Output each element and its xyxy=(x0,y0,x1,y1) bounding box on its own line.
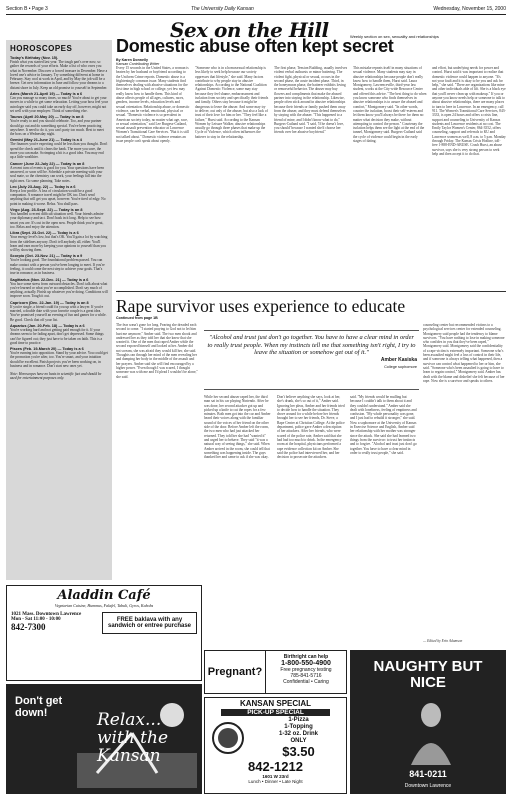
sign-heading: Sagittarius (Nov. 22-Dec. 21) — Today is a 6 xyxy=(10,277,89,282)
sign-heading: Scorpio (Oct. 23-Nov. 21) — Today is a 9 xyxy=(10,254,83,259)
pizza-item-1: 1-Pizza xyxy=(288,717,309,723)
naughty-cta: Downtown Lawrence xyxy=(404,783,452,789)
sign-text: You're ready to and you should celebrate. Too, and your partner should go out and do something special. You've been practicing anywhere. It need to do it, you can't party too much. Best to meet the boss on a Wednesday night. xyxy=(10,119,104,137)
pizza-shuttle-icon xyxy=(208,721,248,755)
pregnant-title: Pregnant? xyxy=(207,666,263,678)
sign-text: Can you manage so many times, so much? You're about to get your moves in a while to get some relaxation. Letting your boss feel your astrologer said you could take an early day off, however, might not set well with your employer. Think of something else. xyxy=(10,96,108,113)
horoscope-title: HOROSCOPES xyxy=(10,44,73,53)
rape-col-5: counseling center but recommended victims to a psychological services center for extended counseling. Montgomery said people had the tendency to blame survivors. "You have nothing to lose in making someone who confides in you that they've been raped," Montgomery said. Montgomery said the confidentiality of a rape victim is extremely important. Someone who's been assaulted might feel a loss of control in their life, and if someone is always telling what happened, then a survivor can control what happened to her or him, she said. "Someone who's been assaulted is going to have to learn to regain control," Montgomery said. Amber has dealt with the blame and disbelief she felt because of her rape. Now she is a survivor and speaks to others. xyxy=(423,323,505,383)
rape-col-4: said. "My friends would be mulling but because I couldn't talk to them about it and they couldn't understand." Amber said she dealt with loneliness, feeling of emptiness and confusion. "My whole personality was gone, and I just had to rebuild it stronger," she said. Now a sophomore at the University of Kansas in Exercise Science and English, Amber said her relationship with her mother was stronger since the attack. She said she had learned two things from the survivor: to trust her instincts and to forgive. "Alcohol and trust just don't go together. You have to have a clear mind in order to really trust people," she said. xyxy=(350,395,417,455)
birthday-text: Finish what you started last year. The tough part's over now, so gather the rewards of your efforts. Make a list of who owes you what in November. Discover a forced treasure in December. Have a loved one's advice in January. Try something different at home in February. Stay cool at work in April, and by May the job will be a breeze. Get new information in June and follow your dreams to a distant shore in July. Keep an old promise to yourself in September. xyxy=(10,60,108,90)
pull-quote-text: "Alcohol and trust just don't go together. You have to have a clear mind in order to really trust people. When my instincts tell me that something isn't right, I try to leave the situation or somehow get out of it." xyxy=(207,334,416,357)
pizza-only: ONLY xyxy=(290,738,307,744)
rape-col-2: While her second abuser raped her, the third man sat in his car playing Nintendo. After he was done, her second attacker got up and picked up a knife to cut the ropes for a few minutes. Both men got into the car and Amber heard their voices along with the familiar sound of the voices of her friend on the other side of the door. Before Amber left the room, the two men who had just attacked her returned. They told her she had "wanted it" and urged her to behave. They said "it was a natural way of seeing things," she said. When Amber arrived in the room, she could tell that something was happening inside. The guys thanked her and came to ask if she was okay. xyxy=(204,395,271,460)
pregnant-info xyxy=(265,651,346,693)
sign-list xyxy=(10,92,108,368)
aladdin-phone: 842-7300 xyxy=(11,622,46,632)
sign-heading: Pisces (Feb. 19-March 20) — Today is a 6 xyxy=(10,347,84,352)
domestic-col-1: Every 15 seconds in the United States, a woman is beaten by her husband or boyfriend according to the Uniform Crime reports. Domestic abuse is a frighteningly common issue. Many students find themselves dealing with abusive situations for the first time in high school or college, yet few may really know how to handle them. This kind of abuse affects people of all ages, cultures, races, genders, income levels, education levels and sexual orientation. Relationship abuse, or domestic violence, can be verbal, emotional, physical or sexual. "Domestic violence is so prevalent in American society today, no matter what age, race, or sexual orientation," said Lee Burgess-Cutland, sexual assault prevention educator at Lawrence Women's Transitional Care Services. "But it is still not talked about." Domestic violence remains an issue people can't speak about openly. xyxy=(116,66,190,144)
sign-heading: Gemini (May 21-June 21) — Today is a 4 xyxy=(10,138,82,143)
aladdin-info xyxy=(11,612,96,634)
sign-heading: Libra (Sept. 23-Oct. 22) — Today is a 6 xyxy=(10,231,79,236)
figure-icon xyxy=(396,701,466,766)
byline-name: By Karen Donnelly xyxy=(116,58,148,62)
pregnant-line3: 785-841-5716 xyxy=(290,673,322,679)
pull-quote xyxy=(204,330,419,390)
pizza-phone: 842-1212 xyxy=(248,759,303,774)
ad-kansan[interactable] xyxy=(6,684,202,794)
pizza-hours: Lunch • Dinner • Late Night xyxy=(248,779,303,784)
pregnant-hotline-label: Birthright can help xyxy=(283,654,329,660)
header-rule xyxy=(6,14,506,15)
section-label: Section B • Page 3 xyxy=(6,6,48,12)
domestic-col-5: and effort, but underlying needs for power and control. Hurst said it was important to realize that domestic violence could happen to anyone. "It's not your fault and it is okay to be you and ask for help," she said. "There are organizations like mine and other individuals able of lift. She is a black eye that you'll never clean up with makeup." If you or anyone you know needs help or someone to talk to about abusive relationships, there are many places to turn to here in Lawrence. In an emergency, call 911. The Women's Transitional Care Services, 843-3333, is open 24 hours and offers a crisis line, support and counseling to University of Kansas students and Lawrence residents at no cost. The Emily Taylor Women's Center, 864-3552, offers counseling, support and referrals to KU and Lawrence women as well, 8 a.m. to 5 p.m. Monday through Friday. The Kansas Crisis Hotline, toll-free 1-888-END-ABUSE. Crush Hurst, an abuse survivor, says she is very strong person to seek help and then accept it to do that. xyxy=(432,66,506,156)
sign-text: Your energy level's low, but that's OK. You'll gain a lot by watching from the sidelines anyway. Don't tell anybody all, either. You'll learn and earn more by keeping your opinions to yourself than you will by showing them. xyxy=(10,235,108,253)
aladdin-subtitle: Vegetarian Cuisine, Hummus, Falafel, Tabuli, Gyros, Kabobs xyxy=(54,603,154,608)
kansan-cta: Don't get down! xyxy=(15,695,63,719)
pizza-item-2: 1-Topping xyxy=(284,724,313,730)
page-header xyxy=(6,4,506,16)
aladdin-address: 1021 Mass. Downtown Lawrence xyxy=(11,612,82,617)
pizza-item-3: 1-32 oz. Drink xyxy=(278,731,318,737)
aladdin-title: Aladdin Café xyxy=(57,588,151,603)
masthead-title: Sex on the Hill xyxy=(170,18,329,42)
sign-text: You handled a recent difficult situation well. Your friends admire your diplomacy and tact. Don't bask in it long. Help to see how smart you are. It's out in the open now. People think you're great, too. Relax and enjoy the attention. xyxy=(10,212,104,229)
rape-headline: Rape survivor uses experience to educate xyxy=(116,291,506,317)
horoscope-note: Note: Horoscopes have no basis in scientific fact and should be used for entertainment purposes only. xyxy=(10,372,102,381)
pull-quote-author: Amber Kasiska xyxy=(380,356,417,363)
horoscope-column xyxy=(6,40,112,580)
domestic-col-2: "Someone who is in a homosexual relationship is less likely to seek help because our society oppresses that lifestyle," she said. Many factors contribute to why people stay in abusive relationships. According to the National Coalition Against Domestic Violence, some may stay because they feel shame, embarrassment and isolation from society and specifically their friends and family. Others stay because it might be dangerous to leave the abuser. And some may try to deliver, out only of the abuser, but also a lack of trust of their love for him or her. "They feel like a failure," Hurst said. According to the Kansan Women by Leisure Walker, abusive relationships usually go through three phases that make up the Cycle of Violence, which often influences the batterer to stay in the relationship. xyxy=(195,66,269,139)
rape-col-3: Don't believe anything she says, look at her, she's drunk, she's so out of it," Amber said. Ignoring her pleas, Amber and her friends tried to decide how to handle the situation. They drove around for a while before her friends brought her to see her friends, Dr. Steve, a Rape Center at Christian College. At the police department, police gave Amber a description of her attackers. After her friends, who were scared of the police rate, Amber said that she had had too much to drink. In the emergency room at the hospital, physicians performed a rape evidence collection kit on Amber. She said the police had interviewed her, and her decision to prosecute the attackers. xyxy=(277,395,345,460)
domestic-headline: Domestic abuse often kept secret xyxy=(116,36,394,56)
sign-heading: Leo (July 23-Aug. 22) — Today is a 6 xyxy=(10,184,76,189)
pregnant-line4: Confidential • Caring xyxy=(283,679,329,685)
pregnant-line2: Free pregnancy testing xyxy=(280,667,332,673)
sign-heading: Cancer (June 22-July 22) — Today is an 8 xyxy=(10,161,85,166)
ad-naughty[interactable] xyxy=(350,650,506,794)
paper-name: The University Daily Kansan xyxy=(191,6,254,12)
sign-text: You're running into opposition. Stand by your advice. You could get the promotion you're after, too. You're smart, and your intuition should be excellent. Finish projects you've been working on, in business and in romance. Don't start new ones yet. xyxy=(10,351,108,369)
aladdin-hours: Mon - Sat 11:00 - 10:00 xyxy=(11,617,61,622)
pizza-title: KANSAN SPECIAL xyxy=(239,699,312,708)
pizza-price: $3.50 xyxy=(282,744,315,759)
pregnant-hotline: 1-800-550-4900 xyxy=(281,660,331,667)
rape-continued: Continued from page 1B xyxy=(116,316,158,320)
sign-text: Keep a low profile. A loss of circulation would be a good companion. A romance travel might be OK too. Don't send anything that will get you upset, however. You're tired of edgy. No point in making it worse. Relax. You shall pass. xyxy=(10,188,106,206)
pizza-subtitle: PICK-UP SPECIAL xyxy=(221,709,330,716)
pull-quote-role: College sophomore xyxy=(384,365,417,370)
byline-role: Kansan Contributing Writer xyxy=(116,62,160,66)
sign-text: You face some stress from outward obstacles. Don't talk about what you've learned or what you've accomplished. Don't say much of anything, actually. Finish up whatever you're doing. Conditions will improve soon. Tough it out. xyxy=(10,281,108,299)
aladdin-coupon: FREE baklava with any sandwich or entree purchase xyxy=(102,612,197,634)
sign-text: A recent turn of events is good for you. Your questions have been answered, or soon will be. Schedule a private meeting with your soul mate, so the chemistry can work, your feelings fall into the right ones. Go some planning. Take notes. xyxy=(10,165,105,183)
sign-heading: Taurus (April 20-May 20) — Today is an 8 xyxy=(10,115,84,120)
domestic-col-4: This mistake repeats itself in many situations of sexual violence. Many students may stay in abusive relationships because people don't really know how to handle them, Hurst said. Laura Montgomery, Lawrenceville, third-year law student, works at the City-wide Resource Center and offered this advice. "The best thing to do when you know someone who finds themselves in abusive relationships is to assure the abused and comfort," Montgomery said. "In other words, counter the isolation, boost their self-esteem and let them know you'll always be there for them no matter what decision they make, without attempting to control the person." Courtenay the isolation helps them see the light at the end of the tunnel, Montgomery said. Burgess-Cutland said the cycle of violence could begin in the early stages of dating. xyxy=(353,66,427,144)
sign-heading: Aries (March 21-April 19) — Today is a 6 xyxy=(10,92,83,97)
rape-col-1: The fear wasn't gone for long. Fearing she dreaded each second to come. "I started praying to God not to let him hurt me anymore," Amber said. The two men shook and undressed her as they told her that she knew that she wanted it. One of the men that raped Amber while the second exposed himself and looked at her. Amber did not scream, she was afraid they would kill her, she said. Thoughts ran through her mind of the men revealing her and dumping her body in the middle of the assault and her prayers. Amber said she will find encouraged by a higher power. "Even though I was scared, I thought someone was with me and I'd plead I wouldn't be alone," she said. xyxy=(116,323,198,379)
issue-date: Wednesday, November 15, 2000 xyxy=(433,6,506,12)
domestic-body xyxy=(116,66,506,286)
ad-pizza[interactable] xyxy=(204,697,347,794)
ad-pregnant[interactable] xyxy=(204,650,347,694)
ad-aladdin[interactable] xyxy=(6,585,202,681)
domestic-col-3: The first phase, Tension Building, usually involves violent verbal outbursts or minor battering. The violent fight, physical or sexual, occurs in the second phase, the acute incident phase. Third, in the honeymoon phase, the batterer exhibits loving or remorseful behavior. The abuser may buy flowers and compliments that make the abused partner into staying in the relationship. Likewise, people often stick around in abusive relationships because their friends or family pushed them away from the abuser, and they must defend themselves by staying with the abuser. "This happened to a friend of mine, and I didn't know what to do," Burgess-Cutland said. "I said, 'If he doesn't love, you should' because I wanted she'd choose her friends over her abusive boyfriend." xyxy=(274,66,348,135)
pizza-address: 1601 W 23rd xyxy=(262,774,289,779)
domestic-byline xyxy=(116,58,191,66)
sign-heading: Capricorn (Dec. 22-Jan. 19) — Today is an 8 xyxy=(10,300,89,305)
sign-heading: Virgo (Aug. 23-Sept. 22) — Today is an 8 xyxy=(10,208,83,213)
masthead-caption: Weekly section on sex, sexuality and relationships xyxy=(350,34,439,39)
naughty-title: NAUGHTY BUT NICE xyxy=(373,658,483,691)
pizza-logo xyxy=(205,717,251,758)
sign-text: You're looking good. The foundational problem passed. You can make contact with a person you've been longing to meet. If you're feeling, it could come the next step to achieve your goals. That's true in romance, as in business. xyxy=(10,258,105,276)
pizza-items xyxy=(251,717,346,758)
rape-credit: — Edited by Erin Adamson xyxy=(423,639,463,643)
sign-text: If you're single, a friend could fix you up with a lawyer. If you're married, a double date with your favorite couple is a great idea. You've promised yourself an evening of fun and games for a while. Be good. Check that off your list. xyxy=(10,304,107,322)
naughty-phone: 841-0211 xyxy=(409,769,447,779)
sign-text: The finances you're expecting could be less than you thought. Don't spend the check until it clears the bank. The more you save, the more you can make. Scrimping a bit is a good idea. You may end up a little wealthier. xyxy=(10,142,108,160)
sign-heading: Aquarius (Jan. 20-Feb. 18) — Today is a 6 xyxy=(10,323,85,328)
sign-text: You're working hard and not getting paid enough for it. If your dreams seem to be fading apart, don't get depressed. Some things can't be figured out; they just have to be taken on faith. This is a good time to practice. xyxy=(10,327,104,345)
birthday-head: Today's Birthday (Nov. 15). xyxy=(10,56,59,60)
kansan-relax: Relax... with the Kansan xyxy=(97,710,169,766)
